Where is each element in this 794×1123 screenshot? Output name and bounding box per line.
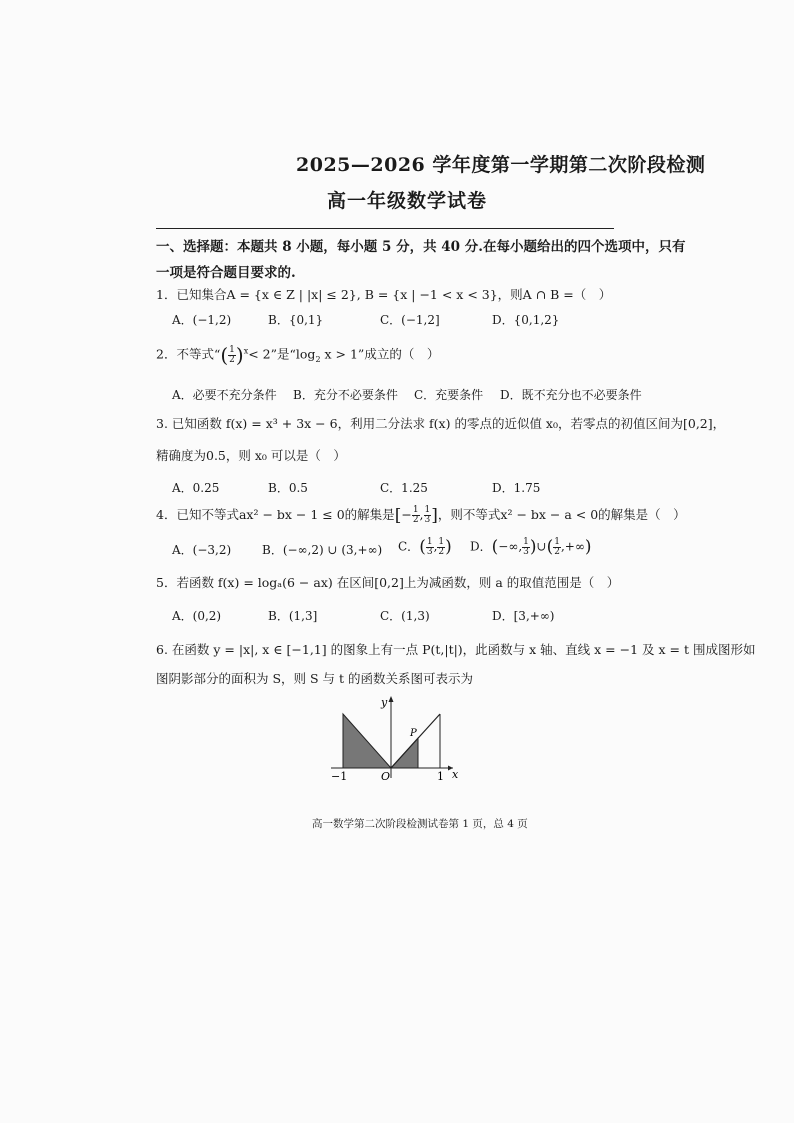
question-2-option-a: A．必要不充分条件 [172,388,277,402]
question-4-stem-suffix: ，则不等式x² − bx − a < 0的解集是（ ） [437,507,686,522]
question-5-option-d: D．[3,+∞) [492,609,555,623]
question-3-stem-line2: 精确度为0.5，则 x₀ 可以是（ ） [156,448,346,463]
x-axis-label: x [452,768,459,781]
question-3-stem-line1: 3. 已知函数 f(x) = x³ + 3x − 6，利用二分法求 f(x) 的零点的近似值 x₀，若零点的初值区间为[0,2]， [156,416,726,431]
question-5-stem: 5．若函数 f(x) = logₐ(6 − ax) 在区间[0,2]上为减函数，则 a 的取值范围是（ ） [156,575,620,590]
question-4-option-a: A．(−3,2) [172,543,232,557]
question-2-option-d: D．既不充分也不必要条件 [500,388,642,402]
question-6-stem-line1: 6. 在函数 y = |x|, x ∈ [−1,1] 的图象上有一点 P(t,|t|)，此函数与 x 轴、直线 x = −1 及 x = t 围成图形如 [156,642,756,657]
question-4-option-b: B．(−∞,2) ∪ (3,+∞) [262,543,383,557]
question-3-option-b: B．0.5 [268,481,308,495]
y-axis-arrow [389,696,394,702]
section-heading-line1: 一、选择题：本题共 8 小题，每小题 5 分，共 40 分.在每小题给出的四个选项中，只有 [156,239,686,255]
question-2-option-c: C．充要条件 [414,388,484,402]
point-p-label: P [410,728,417,739]
question-2-stem-mid: < 2”是“log [248,346,316,362]
question-2-stem-suffix: x > 1”成立的（ ） [320,346,440,362]
tick-label-1: 1 [437,770,444,783]
question-1-option-c: C．(−1,2] [380,313,440,327]
question-6-stem-line2: 图阴影部分的面积为 S，则 S 与 t 的函数关系图可表示为 [156,671,474,686]
question-1-option-d: D．{0,1,2} [492,313,560,327]
question-2-option-b: B．充分不必要条件 [293,388,398,402]
question-3-option-a: A．0.25 [172,481,220,495]
shaded-left-triangle [343,714,391,768]
question-5-option-b: B．(1,3] [268,609,318,623]
page-footer: 高一数学第二次阶段检测试卷第 1 页，总 4 页 [312,818,528,830]
question-3-option-d: D．1.75 [492,481,541,495]
question-4-option-c: C．( $\frac{1}{3}$ , $\frac{1}{2}$ ) [398,536,452,557]
question-2-stem: 2．不等式“( $\frac{1}{2}$ )$^x$< 2”是“$\log_2$ x > 1”成立的（ ） [156,343,440,367]
question-5-option-a: A．(0,2) [172,609,222,623]
fraction-one-half: $\frac{1}{2}$ [229,344,235,365]
question-4-stem: 4．已知不等式ax² − bx − 1 ≤ 0的解集是[− $\frac{1}{2}$ , $\frac{1}{3}$ ]，则不等式x² − bx − a < 0的解集是（ ） [156,505,686,526]
question-1-option-b: B．{0,1} [268,313,324,327]
question-5-option-c: C．(1,3) [380,609,430,623]
section-heading-line2: 一项是符合题目要求的. [156,265,296,281]
question-1-stem: 1．已知集合A = {x ∈ Z | |x| ≤ 2}, B = {x | −1 < x < 3}，则A ∩ B =（ ） [156,287,612,302]
exam-title: 2025—2026 学年度第一学期第二次阶段检测 [296,154,706,176]
question-4-option-d: D．(−∞, $\frac{1}{3}$ )∪( $\frac{1}{2}$ ,+∞) [470,536,592,557]
question-2-stem-prefix: 2．不等式“ [156,346,221,362]
origin-label: O [381,770,391,783]
title-divider [156,228,614,229]
exam-subtitle: 高一年级数学试卷 [327,190,488,212]
question-1-option-a: A．(−1,2) [172,313,232,327]
question-6-figure [325,692,465,784]
question-3-option-c: C．1.25 [380,481,428,495]
y-axis-label: y [381,696,388,709]
question-4-stem-prefix: 4．已知不等式ax² − bx − 1 ≤ 0的解集是 [156,507,395,522]
tick-label-neg1: −1 [331,770,348,783]
